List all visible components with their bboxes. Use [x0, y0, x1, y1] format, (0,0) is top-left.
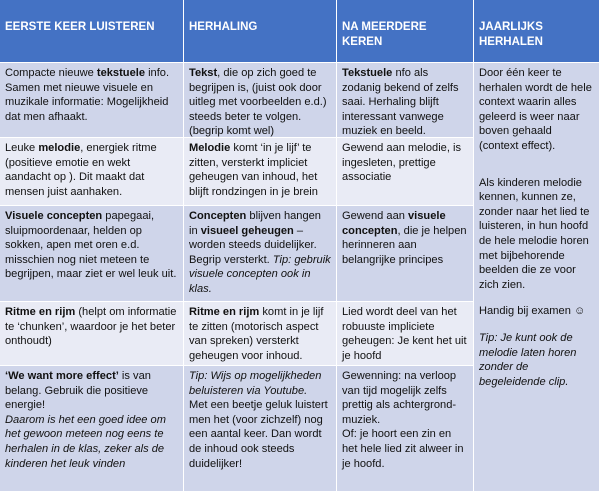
text-segment: , die je helpen herinneren aan belangrijke principes	[342, 224, 467, 266]
text-segment: tekstuele	[96, 67, 145, 79]
jaarlijks-tip-italic: Tip: Je kunt ook de melodie laten horen zonder de begeleidende clip.	[479, 331, 577, 388]
text-segment: , energiek ritme (positieve emotie en wekt aandacht op ). Dit maakt dat mensen juist aanhaken.	[5, 142, 157, 198]
text-segment: Tekstuele	[342, 67, 393, 79]
header-jaarlijks-herhalen: JAARLIJKS HERHALEN	[474, 0, 600, 63]
text-segment: is van belang. Gebruik die positieve energie!	[5, 370, 151, 412]
text-segment: Tip: gebruik visuele concepten ook in klas.	[189, 253, 331, 295]
text-segment: Leuke	[5, 142, 39, 154]
text-segment: visuele concepten	[342, 210, 446, 237]
cell-tekst-herhaling	[184, 63, 337, 138]
text-segment: – worden steeds duidelijker. Begrip versterkt.	[189, 224, 317, 266]
cell-jaarlijks-herhalen	[474, 63, 600, 492]
text-segment: Concepten	[189, 210, 247, 222]
cell-visueel-herhaling	[184, 206, 337, 302]
cell-visueel-meerdere	[337, 206, 474, 302]
text-segment: ‘We want more effect’	[5, 370, 119, 382]
cell-melodie-herhaling	[184, 138, 337, 206]
jaarlijks-examen-text: Handig bij examen ☺	[479, 305, 586, 318]
text-segment: Ritme en rijm	[189, 306, 260, 318]
text-segment: visueel geheugen	[200, 224, 294, 237]
text-segment: , die op zich goed te begrijpen is, (juist ook door uitleg met voorbeelden e.d.) steeds beter te volgen. (begrip komt wel)	[189, 67, 327, 138]
jaarlijks-melodie-text: Als kinderen melodie kennen, kunnen ze, zonder naar het lied te luisteren, in hun hoofd de hele melodie horen met bijbehorende beelden die ze voor zich zien.	[479, 176, 590, 291]
text-segment: Compacte nieuwe	[5, 67, 97, 79]
text-segment: Gewenning: na verloop van tijd mogelijk zelfs prettig als achtergrond-muziek.	[342, 370, 457, 426]
cell-effect-herhaling	[184, 366, 337, 492]
cell-effect-eerste	[0, 366, 184, 492]
header-na-meerdere-keren: NA MEERDERE KEREN	[337, 0, 474, 63]
cell-ritme-herhaling	[184, 302, 337, 366]
text-segment: Tip: Wijs op mogelijkheden beluisteren via Youtube.	[189, 370, 322, 397]
text-segment: Tekst	[189, 67, 218, 79]
cell-tekst-eerste	[0, 63, 184, 138]
text-segment: blijven hangen in	[189, 210, 321, 237]
text-segment: komt ‘in je lijf’ te zitten, versterkt impliciet geheugen van inhoud, het blijft rondzingen in je brein	[189, 142, 318, 198]
text-segment: Lied wordt deel van het robuuste impliciete geheugen: Je kent het uit je hoofd	[342, 306, 467, 362]
jaarlijks-tip-text	[479, 331, 594, 389]
cell-tekst-meerdere	[337, 63, 474, 138]
text-segment: (helpt om informatie te ‘chunken’, waardoor je het beter onthoudt)	[5, 306, 177, 348]
text-segment: komt in je lijf te zitten (motorisch aspect van spreken) versterkt geheugen voor inhoud.	[189, 306, 324, 362]
text-segment: Of: je hoort een zin en het hele lied zit alweer in je hoofd.	[342, 428, 464, 470]
text-segment: Gewend aan melodie, is ingesleten, prettige associatie	[342, 142, 462, 184]
cell-ritme-meerdere	[337, 302, 474, 366]
text-segment: Met een beetje geluk luistert men het (voor zichzelf) nog een aantal keer. Dan wordt de inhoud ook steeds duidelijker!	[189, 399, 328, 470]
text-segment: Daarom is het een goed idee om het gewoon meteen nog eens te herhalen in de klas, zeker als de kinderen het leuk vinden	[5, 413, 166, 470]
text-segment: Visuele concepten	[5, 210, 103, 222]
cell-effect-meerdere	[337, 366, 474, 492]
text-segment: papegaai, sluipmoordenaar, helden op sokken, apen met oren e.d. misschien nog niet meteen te begrijpen, maar ziet er wel leuk uit.	[5, 210, 177, 281]
text-segment: Gewend aan	[342, 210, 408, 222]
header-eerste-keer-luisteren: EERSTE KEER LUISTEREN	[0, 0, 184, 63]
text-segment: Melodie	[189, 142, 231, 154]
cell-ritme-eerste	[0, 302, 184, 366]
header-herhaling: HERHALING	[184, 0, 337, 63]
text-segment: Ritme en rijm	[5, 306, 76, 318]
jaarlijks-context-text: Door één keer te herhalen wordt de hele context waarin alles geleerd is weer naar boven gehaald (context effect).	[479, 67, 592, 152]
cell-visueel-eerste	[0, 206, 184, 302]
text-segment: info. Samen met nieuwe visuele en muzikale informatie: Mogelijkheid dat men afhaakt.	[5, 67, 170, 123]
cell-melodie-meerdere	[337, 138, 474, 206]
cell-melodie-eerste	[0, 138, 184, 206]
text-segment: melodie	[38, 142, 81, 154]
text-segment: nfo als zodanig bekend of zelfs saai. Herhaling blijft interessant vanwege muziek en beeld.	[342, 67, 459, 138]
